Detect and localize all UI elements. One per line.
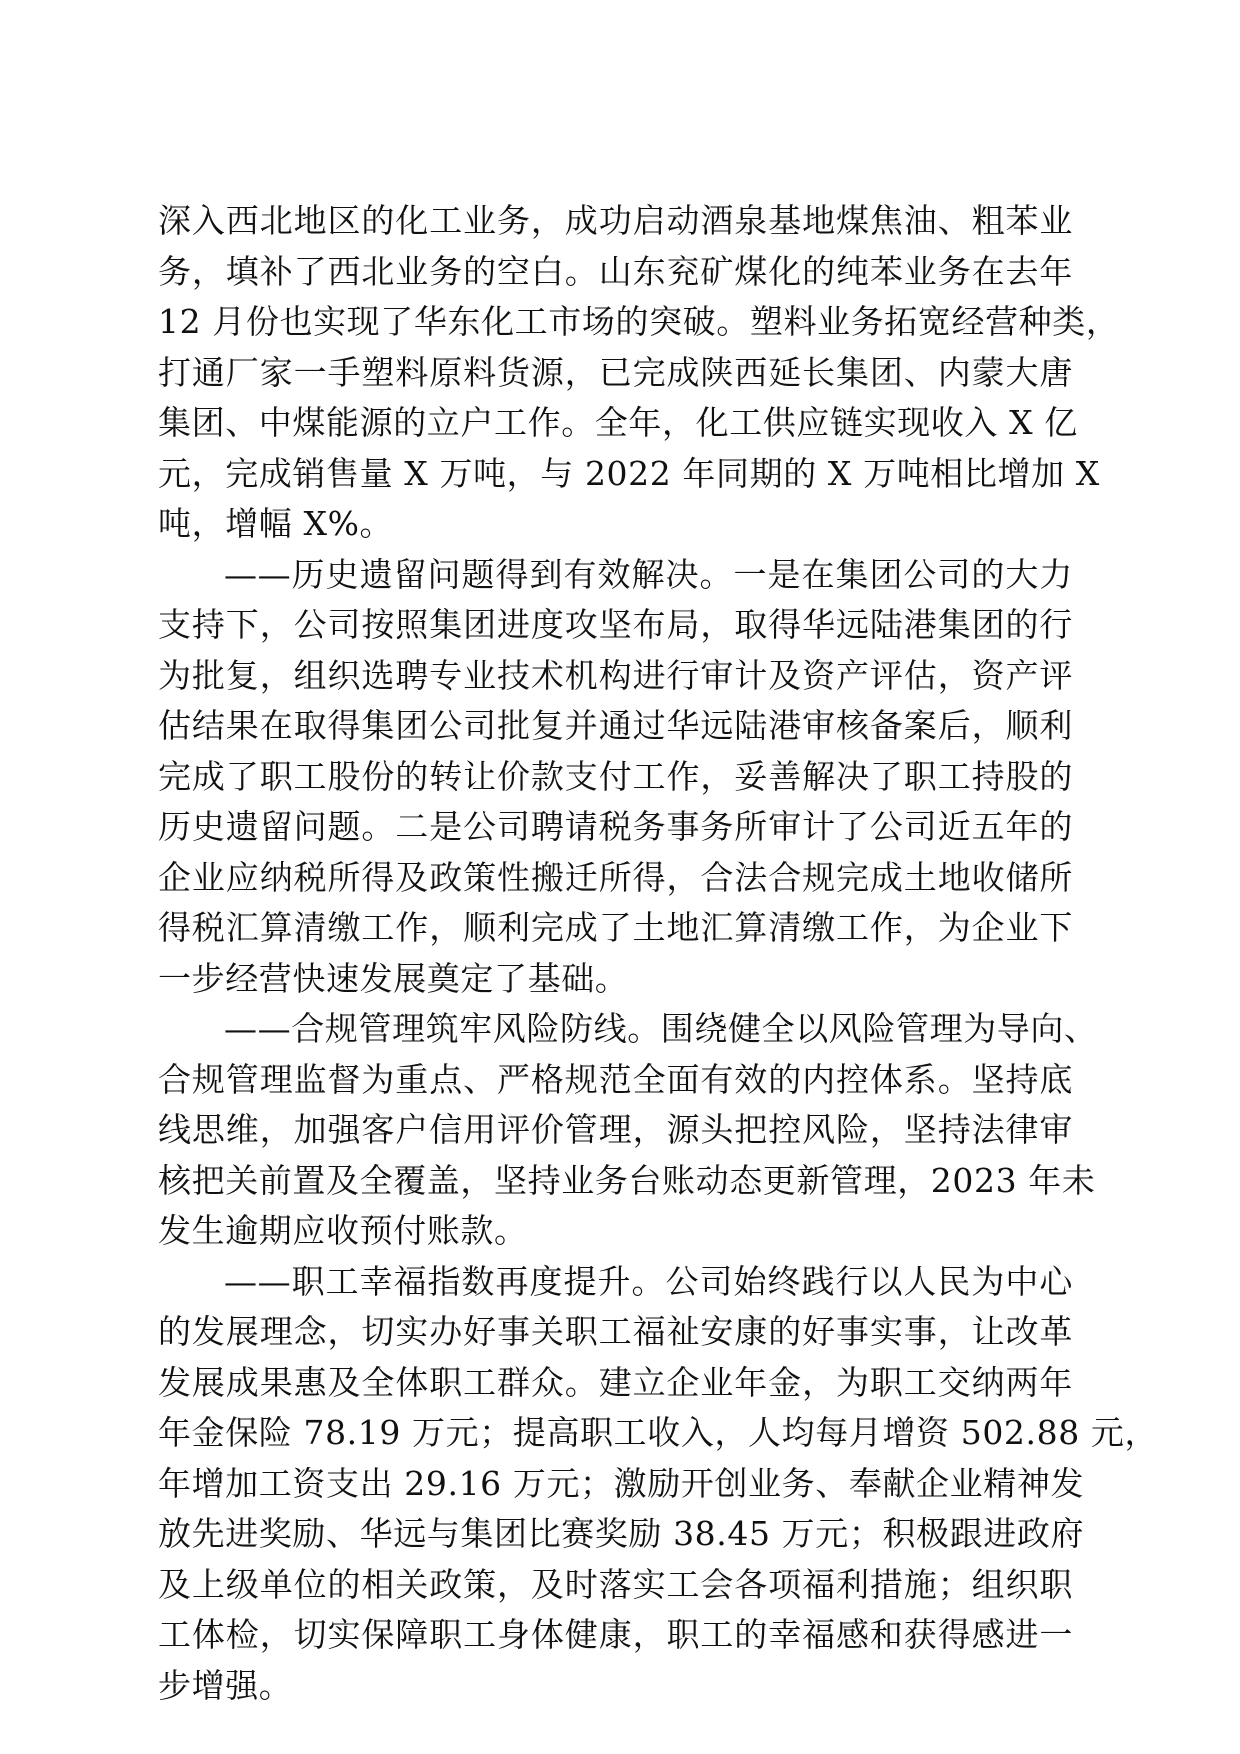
text-line: 线思维，加强客户信用评价管理，源头把控风险，坚持法律审 bbox=[158, 1110, 1073, 1149]
text-line: 企业应纳税所得及政策性搬迁所得，合法合规完成土地收储所 bbox=[158, 857, 1073, 897]
text-line: 步增强。 bbox=[158, 1665, 293, 1705]
text-line: 年金保险 78.19 万元；提高职工收入，人均每月增资 502.88 元， bbox=[158, 1413, 1159, 1452]
text-line: 打通厂家一手塑料原料货源，已完成陕西延长集团、内蒙大唐 bbox=[158, 352, 1073, 392]
text-line: 估结果在取得集团公司批复并通过华远陆港审核备案后，顺利 bbox=[158, 706, 1073, 745]
text-line: 的发展理念，切实办好事关职工福祉安康的好事实事，让改革 bbox=[158, 1312, 1073, 1351]
paragraph-chemical-business bbox=[158, 196, 1120, 550]
text-line: 务，填补了西北业务的空白。山东兖矿煤化的纯苯业务在去年 bbox=[158, 251, 1073, 291]
text-line: 及上级单位的相关政策，及时落实工会各项福利措施；组织职 bbox=[158, 1564, 1073, 1604]
text-line: 支持下，公司按照集团进度攻坚布局，取得华远陆港集团的行 bbox=[158, 605, 1073, 644]
paragraph-legacy-issues bbox=[158, 550, 1073, 1005]
text-line: 历史遗留问题。二是公司聘请税务事务所审计了公司近五年的 bbox=[158, 807, 1073, 846]
text-line: 合规管理监督为重点、严格规范全面有效的内控体系。坚持底 bbox=[158, 1059, 1073, 1099]
text-line: 一步经营快速发展奠定了基础。 bbox=[158, 958, 629, 998]
text-line: 放先进奖励、华远与集团比赛奖励 38.45 万元；积极跟进政府 bbox=[158, 1514, 1085, 1553]
text-line: ——合规管理筑牢风险防线。围绕健全以风险管理为导向、 bbox=[224, 1009, 1098, 1048]
document-page bbox=[158, 196, 1159, 1711]
text-line: 完成了职工股份的转让价款支付工作，妥善解决了职工持股的 bbox=[158, 756, 1073, 796]
text-line: 集团、中煤能源的立户工作。全年，化工供应链实现收入 X 亿 bbox=[158, 403, 1078, 442]
text-line: 为批复，组织选聘专业技术机构进行审计及资产评估，资产评 bbox=[158, 655, 1073, 695]
text-line: 深入西北地区的化工业务，成功启动酒泉基地煤焦油、粗苯业 bbox=[158, 201, 1073, 240]
text-line: 12 月份也实现了华东化工市场的突破。塑料业务拓宽经营种类， bbox=[158, 302, 1120, 341]
text-line: 年增加工资支出 29.16 万元；激励开创业务、奉献企业精神发 bbox=[158, 1463, 1085, 1503]
text-line: 工体检，切实保障职工身体健康，职工的幸福感和获得感进一 bbox=[158, 1615, 1073, 1654]
text-line: 元，完成销售量 X 万吨，与 2022 年同期的 X 万吨相比增加 X bbox=[158, 453, 1100, 493]
text-line: 得税汇算清缴工作，顺利完成了土地汇算清缴工作，为企业下 bbox=[158, 908, 1073, 947]
text-line: 核把关前置及全覆盖，坚持业务台账动态更新管理，2023 年未 bbox=[158, 1160, 1096, 1200]
text-line: 吨，增幅 X%。 bbox=[158, 504, 394, 543]
paragraph-compliance-management bbox=[158, 1004, 1098, 1257]
paragraph-employee-wellbeing bbox=[158, 1257, 1159, 1712]
text-line: 发生逾期应收预付账款。 bbox=[158, 1211, 528, 1250]
text-line: 发展成果惠及全体职工群众。建立企业年金，为职工交纳两年 bbox=[158, 1362, 1073, 1402]
text-line: ——职工幸福指数再度提升。公司始终践行以人民为中心 bbox=[224, 1261, 1073, 1301]
text-line: ——历史遗留问题得到有效解决。一是在集团公司的大力 bbox=[224, 554, 1073, 594]
